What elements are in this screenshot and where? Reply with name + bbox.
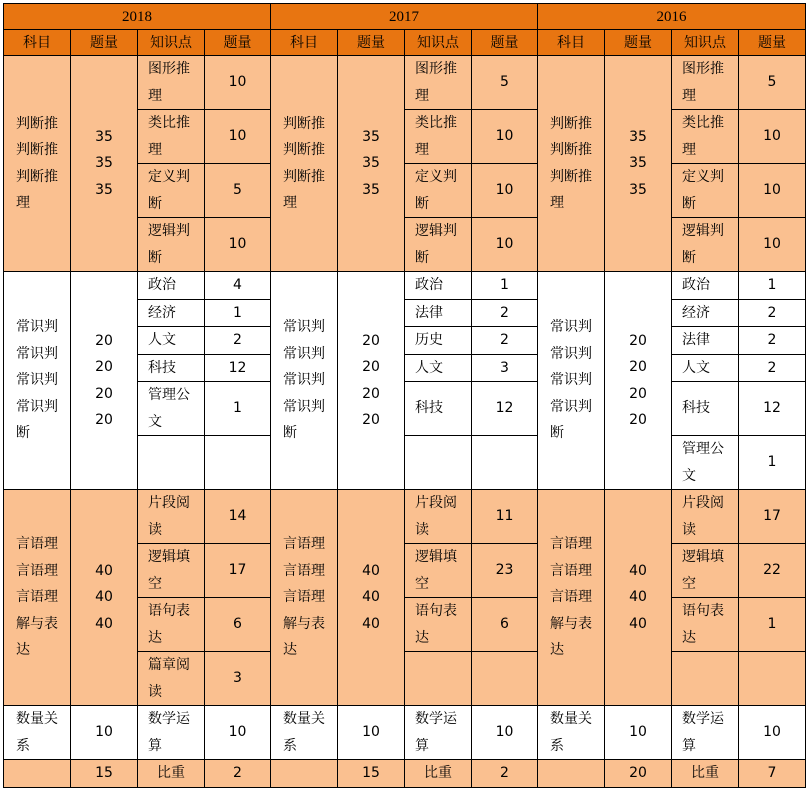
cell-line: 逻辑判 [682, 223, 724, 239]
knowledge-point-cell [405, 706, 472, 760]
cell-line: 35 [629, 128, 647, 145]
knowledge-point-cell [672, 382, 739, 436]
cell-line: 40 [629, 589, 647, 606]
cell-line: 判断推 [550, 142, 592, 158]
knowledge-point-cell [672, 706, 739, 760]
knowledge-point-cell [138, 110, 205, 164]
knowledge-point-cell [138, 436, 205, 490]
cell-line: 理 [550, 195, 564, 211]
count-cell [739, 652, 806, 706]
knowledge-point-cell [672, 299, 739, 327]
knowledge-point-cell [672, 598, 739, 652]
cell-line: 20 [362, 412, 380, 428]
cell-line: 35 [362, 155, 380, 172]
count-cell: 22 [739, 544, 806, 598]
year-header: 2016 [538, 4, 806, 30]
cell-line: 科技 [148, 359, 176, 376]
cell-line: 理 [415, 141, 429, 158]
cell-line: 常识判 [283, 319, 325, 336]
count-cell: 2 [472, 327, 538, 355]
cell-line: 35 [95, 181, 113, 198]
count-cell: 10 [739, 218, 806, 272]
quantity-cell [338, 490, 405, 706]
count-cell: 1 [472, 272, 538, 300]
table-row [4, 56, 806, 110]
quantity-cell [605, 56, 672, 272]
quantity-cell [338, 56, 405, 272]
column-header: 题量 [605, 30, 672, 56]
knowledge-point-cell [405, 272, 472, 300]
knowledge-point-cell [405, 382, 472, 436]
weight-value-cell: 2 [205, 760, 271, 788]
count-cell [472, 436, 538, 490]
knowledge-point-cell [138, 218, 205, 272]
count-cell: 2 [739, 299, 806, 327]
cell-line: 言语理 [283, 536, 325, 553]
cell-line: 逻辑填 [682, 549, 724, 565]
count-cell: 5 [739, 56, 806, 110]
column-header: 科目 [271, 30, 338, 56]
table-row [4, 490, 806, 544]
column-header: 题量 [472, 30, 538, 56]
knowledge-point-cell [672, 490, 739, 544]
cell-line: 断 [148, 249, 162, 266]
cell-line: 20 [362, 332, 380, 349]
cell-line: 20 [95, 359, 113, 375]
knowledge-point-cell [405, 299, 472, 327]
subject-cell [271, 490, 338, 706]
cell-line: 断 [415, 249, 429, 266]
cell-line: 40 [362, 615, 380, 632]
subject-cell [4, 56, 71, 272]
column-header: 知识点 [405, 30, 472, 56]
cell-line: 类比推 [148, 115, 190, 131]
cell-line: 言语理 [550, 562, 592, 579]
subject-cell [538, 490, 605, 706]
table-row [4, 760, 806, 788]
cell-line: 系 [283, 737, 297, 754]
cell-line: 断 [550, 425, 564, 442]
cell-line: 达 [283, 642, 297, 659]
subject-cell [271, 272, 338, 490]
knowledge-point-cell [138, 56, 205, 110]
count-cell: 23 [472, 544, 538, 598]
cell-line: 数学运 [682, 711, 724, 727]
column-header: 知识点 [672, 30, 739, 56]
knowledge-point-cell [405, 652, 472, 706]
cell-line: 科技 [415, 400, 443, 417]
cell-line: 数学运 [148, 711, 190, 727]
cell-line: 历史 [415, 332, 443, 348]
subject-cell [4, 490, 71, 706]
cell-line: 常识判 [550, 372, 592, 389]
weight-label-cell: 比重 [672, 760, 739, 788]
knowledge-point-cell [672, 110, 739, 164]
cell-line: 定义判 [415, 169, 457, 185]
knowledge-point-cell [672, 652, 739, 706]
cell-line: 35 [362, 128, 380, 145]
count-cell: 10 [472, 218, 538, 272]
quantity-cell [71, 490, 138, 706]
cell-line: 空 [415, 575, 429, 592]
cell-line: 40 [95, 615, 113, 632]
cell-line: 达 [415, 629, 429, 646]
cell-line: 经济 [148, 304, 176, 321]
cell-line: 20 [629, 332, 647, 349]
cell-line: 常识判 [550, 345, 592, 362]
cell-line: 40 [362, 589, 380, 606]
cell-line: 数学运 [415, 711, 457, 727]
count-cell: 5 [472, 56, 538, 110]
table-row [4, 30, 806, 56]
cell-line: 片段阅 [415, 495, 457, 511]
count-cell: 10 [472, 110, 538, 164]
cell-line: 解与表 [550, 615, 592, 632]
cell-line: 读 [415, 521, 429, 538]
cell-line: 达 [148, 629, 162, 646]
cell-line: 40 [629, 562, 647, 579]
cell-line: 20 [95, 385, 113, 402]
cell-line: 经济 [682, 304, 710, 321]
cell-line: 判断推 [16, 168, 58, 185]
knowledge-point-cell [138, 706, 205, 760]
knowledge-point-cell [405, 164, 472, 218]
cell-line: 文 [682, 467, 696, 484]
cell-line: 定义判 [148, 169, 190, 185]
table-row [4, 4, 806, 30]
cell-line: 读 [148, 521, 162, 538]
column-header: 题量 [338, 30, 405, 56]
cell-line: 管理公 [682, 441, 724, 457]
cell-line: 20 [629, 359, 647, 375]
count-cell: 5 [205, 164, 271, 218]
cell-line: 常识判 [16, 398, 58, 415]
cell-line: 算 [415, 737, 429, 754]
cell-line: 人文 [682, 359, 710, 376]
count-cell: 10 [472, 706, 538, 760]
cell-line: 类比推 [682, 115, 724, 131]
cell-line: 政治 [682, 277, 710, 293]
cell-line: 篇章阅 [148, 657, 190, 673]
cell-line: 20 [95, 332, 113, 349]
cell-line: 文 [148, 413, 162, 430]
cell-line: 常识判 [16, 345, 58, 362]
empty-cell [538, 760, 605, 788]
subject-cell [271, 706, 338, 760]
cell-line: 逻辑判 [415, 223, 457, 239]
knowledge-point-cell [405, 218, 472, 272]
cell-line: 理 [682, 141, 696, 158]
cell-line: 言语理 [16, 536, 58, 553]
count-cell: 1 [739, 598, 806, 652]
cell-line: 科技 [682, 400, 710, 417]
cell-line: 40 [629, 615, 647, 632]
exam-comparison-table [3, 3, 806, 788]
cell-line: 判断推 [283, 168, 325, 185]
cell-line: 类比推 [415, 115, 457, 131]
year-header: 2018 [4, 4, 271, 30]
count-cell: 10 [205, 706, 271, 760]
cell-line: 语句表 [415, 603, 457, 619]
column-header: 题量 [71, 30, 138, 56]
count-cell: 10 [472, 164, 538, 218]
cell-line: 常识判 [283, 345, 325, 362]
count-cell: 10 [739, 110, 806, 164]
cell-line: 语句表 [148, 603, 190, 619]
knowledge-point-cell [138, 272, 205, 300]
cell-line: 达 [682, 629, 696, 646]
cell-line: 言语理 [16, 562, 58, 579]
knowledge-point-cell [672, 436, 739, 490]
cell-line: 语句表 [682, 603, 724, 619]
cell-line: 判断推 [283, 115, 325, 132]
cell-line: 常识判 [16, 319, 58, 336]
cell-line: 40 [95, 562, 113, 579]
cell-line: 断 [148, 195, 162, 212]
column-header: 科目 [538, 30, 605, 56]
column-header: 题量 [205, 30, 271, 56]
subject-cell [4, 272, 71, 490]
cell-line: 算 [682, 737, 696, 754]
count-cell: 2 [739, 327, 806, 355]
cell-line: 片段阅 [148, 495, 190, 511]
empty-cell [4, 760, 71, 788]
count-cell: 17 [205, 544, 271, 598]
cell-line: 定义判 [682, 169, 724, 185]
cell-line: 判断推 [550, 115, 592, 132]
table-row [4, 272, 806, 300]
count-cell: 14 [205, 490, 271, 544]
count-cell: 3 [472, 354, 538, 382]
cell-line: 20 [95, 412, 113, 428]
cell-line: 20 [362, 385, 380, 402]
knowledge-point-cell [405, 598, 472, 652]
cell-line: 常识判 [550, 398, 592, 415]
year-header: 2017 [271, 4, 538, 30]
cell-line: 逻辑判 [148, 223, 190, 239]
cell-line: 40 [95, 589, 113, 606]
cell-line: 达 [550, 642, 564, 659]
cell-line: 判断推 [550, 168, 592, 185]
cell-line: 数量关 [550, 711, 592, 727]
count-cell: 1 [205, 382, 271, 436]
knowledge-point-cell [405, 56, 472, 110]
count-cell: 10 [739, 706, 806, 760]
knowledge-point-cell [672, 327, 739, 355]
cell-line: 系 [550, 737, 564, 754]
count-cell: 3 [205, 652, 271, 706]
knowledge-point-cell [138, 164, 205, 218]
count-cell: 2 [205, 327, 271, 355]
quantity-cell: 10 [71, 706, 138, 760]
cell-line: 理 [682, 87, 696, 104]
quantity-cell [71, 56, 138, 272]
cell-line: 系 [16, 737, 30, 754]
quantity-cell [338, 272, 405, 490]
subject-cell [538, 56, 605, 272]
count-cell: 12 [472, 382, 538, 436]
cell-line: 逻辑填 [415, 549, 457, 565]
cell-line: 常识判 [550, 319, 592, 336]
count-cell: 2 [739, 354, 806, 382]
cell-line: 读 [148, 683, 162, 700]
count-cell: 10 [739, 164, 806, 218]
cell-line: 片段阅 [682, 495, 724, 511]
count-cell [472, 652, 538, 706]
cell-line: 35 [95, 128, 113, 145]
cell-line: 40 [362, 562, 380, 579]
count-cell: 1 [205, 299, 271, 327]
cell-line: 理 [415, 87, 429, 104]
cell-line: 人文 [148, 332, 176, 348]
count-cell: 12 [205, 354, 271, 382]
count-cell: 10 [205, 218, 271, 272]
count-cell: 1 [739, 436, 806, 490]
cell-line: 理 [283, 195, 297, 211]
cell-line: 解与表 [16, 615, 58, 632]
subject-cell [538, 272, 605, 490]
quantity-cell: 15 [338, 760, 405, 788]
quantity-cell [605, 272, 672, 490]
cell-line: 常识判 [283, 398, 325, 415]
count-cell: 11 [472, 490, 538, 544]
cell-line: 理 [148, 87, 162, 104]
empty-cell [271, 760, 338, 788]
cell-line: 法律 [415, 304, 443, 321]
knowledge-point-cell [672, 56, 739, 110]
cell-line: 言语理 [550, 589, 592, 606]
knowledge-point-cell [672, 164, 739, 218]
cell-line: 常识判 [283, 372, 325, 389]
cell-line: 理 [16, 195, 30, 211]
cell-line: 判断推 [283, 142, 325, 158]
count-cell: 17 [739, 490, 806, 544]
column-header: 科目 [4, 30, 71, 56]
subject-cell [538, 706, 605, 760]
quantity-cell [71, 272, 138, 490]
knowledge-point-cell [138, 598, 205, 652]
knowledge-point-cell [672, 218, 739, 272]
weight-value-cell: 2 [472, 760, 538, 788]
cell-line: 空 [682, 575, 696, 592]
cell-line: 判断推 [16, 142, 58, 158]
table-row [4, 706, 806, 760]
weight-value-cell: 7 [739, 760, 806, 788]
weight-label-cell: 比重 [138, 760, 205, 788]
cell-line: 算 [148, 737, 162, 754]
cell-line: 35 [362, 181, 380, 198]
knowledge-point-cell [138, 652, 205, 706]
column-header: 题量 [739, 30, 806, 56]
cell-line: 断 [682, 195, 696, 212]
subject-cell [271, 56, 338, 272]
cell-line: 断 [16, 425, 30, 442]
cell-line: 20 [362, 359, 380, 375]
cell-line: 政治 [415, 277, 443, 293]
cell-line: 35 [95, 155, 113, 172]
cell-line: 理 [148, 141, 162, 158]
cell-line: 图形推 [148, 61, 190, 77]
cell-line: 言语理 [550, 536, 592, 553]
knowledge-point-cell [405, 354, 472, 382]
count-cell [205, 436, 271, 490]
knowledge-point-cell [672, 354, 739, 382]
knowledge-point-cell [405, 490, 472, 544]
knowledge-point-cell [138, 299, 205, 327]
cell-line: 数量关 [283, 711, 325, 727]
cell-line: 判断推 [16, 115, 58, 132]
quantity-cell: 10 [605, 706, 672, 760]
count-cell: 4 [205, 272, 271, 300]
cell-line: 20 [629, 412, 647, 428]
count-cell: 10 [205, 56, 271, 110]
knowledge-point-cell [405, 110, 472, 164]
knowledge-point-cell [672, 544, 739, 598]
cell-line: 读 [682, 521, 696, 538]
quantity-cell [605, 490, 672, 706]
count-cell: 10 [205, 110, 271, 164]
knowledge-point-cell [405, 436, 472, 490]
cell-line: 图形推 [682, 61, 724, 77]
knowledge-point-cell [138, 327, 205, 355]
quantity-cell: 15 [71, 760, 138, 788]
cell-line: 人文 [415, 359, 443, 376]
cell-line: 法律 [682, 332, 710, 348]
knowledge-point-cell [405, 544, 472, 598]
knowledge-point-cell [672, 272, 739, 300]
knowledge-point-cell [138, 490, 205, 544]
cell-line: 政治 [148, 277, 176, 293]
cell-line: 数量关 [16, 711, 58, 727]
quantity-cell: 20 [605, 760, 672, 788]
cell-line: 断 [283, 425, 297, 442]
knowledge-point-cell [405, 327, 472, 355]
quantity-cell: 10 [338, 706, 405, 760]
column-header: 知识点 [138, 30, 205, 56]
subject-cell [4, 706, 71, 760]
cell-line: 断 [415, 195, 429, 212]
cell-line: 言语理 [16, 589, 58, 606]
count-cell: 12 [739, 382, 806, 436]
count-cell: 1 [739, 272, 806, 300]
count-cell: 2 [472, 299, 538, 327]
cell-line: 20 [629, 385, 647, 402]
cell-line: 断 [682, 249, 696, 266]
cell-line: 35 [629, 181, 647, 198]
cell-line: 空 [148, 575, 162, 592]
cell-line: 解与表 [283, 615, 325, 632]
cell-line: 管理公 [148, 387, 190, 403]
cell-line: 言语理 [283, 589, 325, 606]
count-cell: 6 [205, 598, 271, 652]
count-cell: 6 [472, 598, 538, 652]
cell-line: 常识判 [16, 372, 58, 389]
weight-label-cell: 比重 [405, 760, 472, 788]
knowledge-point-cell [138, 544, 205, 598]
cell-line: 图形推 [415, 61, 457, 77]
cell-line: 达 [16, 642, 30, 659]
cell-line: 言语理 [283, 562, 325, 579]
cell-line: 逻辑填 [148, 549, 190, 565]
knowledge-point-cell [138, 354, 205, 382]
cell-line: 35 [629, 155, 647, 172]
knowledge-point-cell [138, 382, 205, 436]
